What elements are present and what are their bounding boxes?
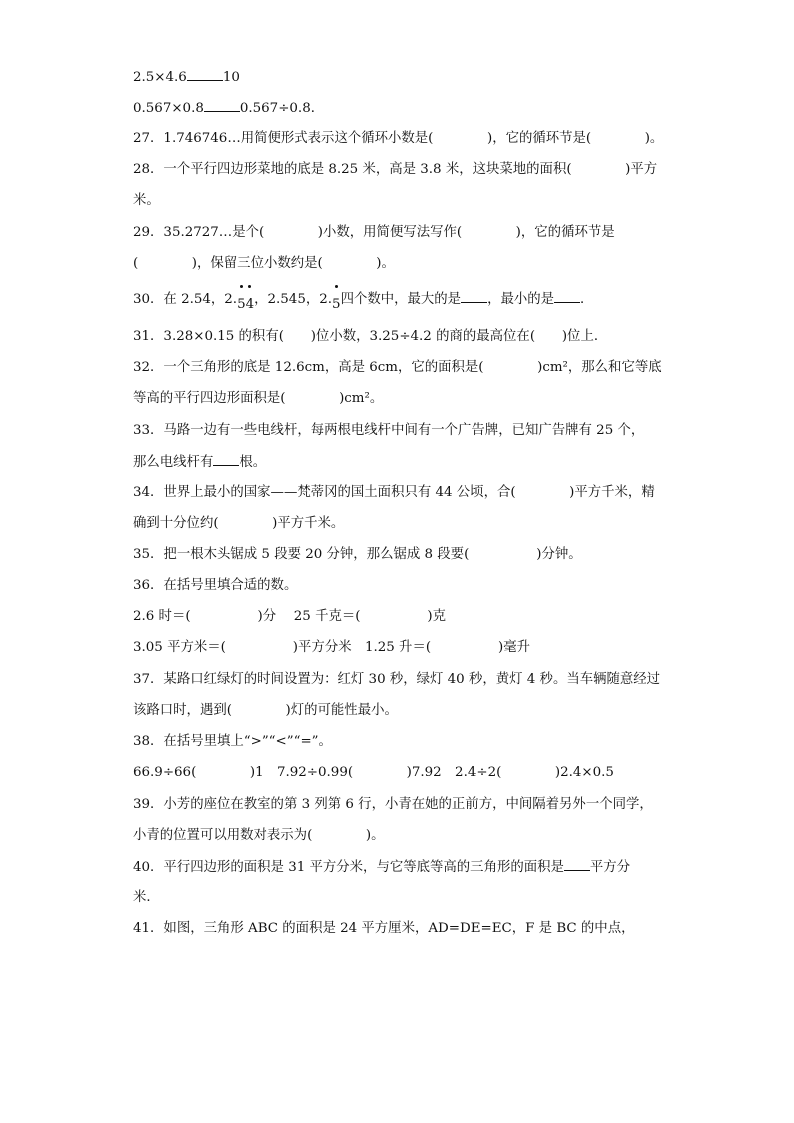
question-28: 28．一个平行四边形菜地的底是 8.25 米，高是 3.8 米，这块菜地的面积( )平方: [133, 162, 658, 177]
answer-blank[interactable]: [213, 453, 239, 466]
repeating-digit: 5: [237, 291, 246, 309]
question-33-cont: 那么电线杆有 根。: [133, 455, 267, 470]
question-41: 41．如图，三角形 ABC 的面积是 24 平方厘米，AD=DE=EC，F 是 BC 的中点，: [133, 921, 635, 936]
repeating-digit: 5: [332, 291, 341, 309]
answer-blank[interactable]: [564, 858, 590, 871]
question-38: 38．在括号里填上“>”“<”“=”。: [133, 734, 332, 749]
question-37-cont: 该路口时，遇到( )灯的可能性最小。: [133, 703, 398, 718]
answer-blank[interactable]: [187, 68, 223, 81]
question-34-cont: 确到十分位约( )平方千米。: [133, 516, 345, 531]
question-33: 33．马路一边有一些电线杆，每两根电线杆中间有一个广告牌，已知广告牌有 25 个，: [133, 423, 645, 438]
question-40: 40．平行四边形的面积是 31 平方分米，与它等底等高的三角形的面积是 平方分: [133, 860, 631, 875]
question-36-row-1: 2.6 时＝( )分 25 千克＝( )克: [133, 609, 447, 624]
question-38-row: 66.9÷66( )1 7.92÷0.99( )7.92 2.4÷2( )2.4×0.5: [133, 765, 614, 780]
question-37: 37．某路口红绿灯的时间设置为：红灯 30 秒，绿灯 40 秒，黄灯 4 秒。当车辆随意经过: [133, 672, 661, 687]
compare-line-2: 0.567×0.8 0.567÷0.8．: [133, 101, 325, 116]
repeating-digit: 4: [246, 291, 255, 309]
question-30: 30．在 2.54，2. 5 4，2.545，2. 5四个数中，最大的是 ，最小的是 ．: [133, 290, 593, 309]
question-29: 29．35.2727…是个( )小数，用简便写法写作( )，它的循环节是: [133, 225, 615, 240]
answer-blank[interactable]: [204, 99, 240, 112]
answer-blank[interactable]: [461, 290, 487, 303]
question-34: 34．世界上最小的国家——梵蒂冈的国土面积只有 44 公顷，合( )平方千米，精: [133, 485, 655, 500]
question-39-cont: 小青的位置可以用数对表示为( )。: [133, 828, 385, 843]
question-36-row-2: 3.05 平方米＝( )平方分米 1.25 升＝( )毫升: [133, 640, 531, 655]
question-29-cont: ( )，保留三位小数约是( )。: [133, 256, 395, 271]
compare-line-1: 2.5×4.6 10: [133, 70, 240, 85]
question-35: 35．把一根木头锯成 5 段要 20 分钟，那么锯成 8 段要( )分钟。: [133, 547, 582, 562]
question-27: 27．1.746746…用简便形式表示这个循环小数是( )，它的循环节是( )。: [133, 131, 664, 146]
question-36: 36．在括号里填合适的数。: [133, 578, 298, 593]
question-40-cont: 米．: [133, 890, 160, 905]
question-39: 39．小芳的座位在教室的第 3 列第 6 行，小青在她的正前方，中间隔着另外一个同学，: [133, 797, 653, 812]
question-32-cont: 等高的平行四边形面积是( )cm²。: [133, 391, 384, 406]
answer-blank[interactable]: [554, 290, 580, 303]
question-32: 32．一个三角形的底是 12.6cm，高是 6cm，它的面积是( )cm²，那么和它等底: [133, 360, 662, 375]
question-28-cont: 米。: [133, 193, 160, 208]
question-31: 31．3.28×0.15 的积有( )位小数，3.25÷4.2 的商的最高位在( )位上．: [133, 329, 608, 344]
